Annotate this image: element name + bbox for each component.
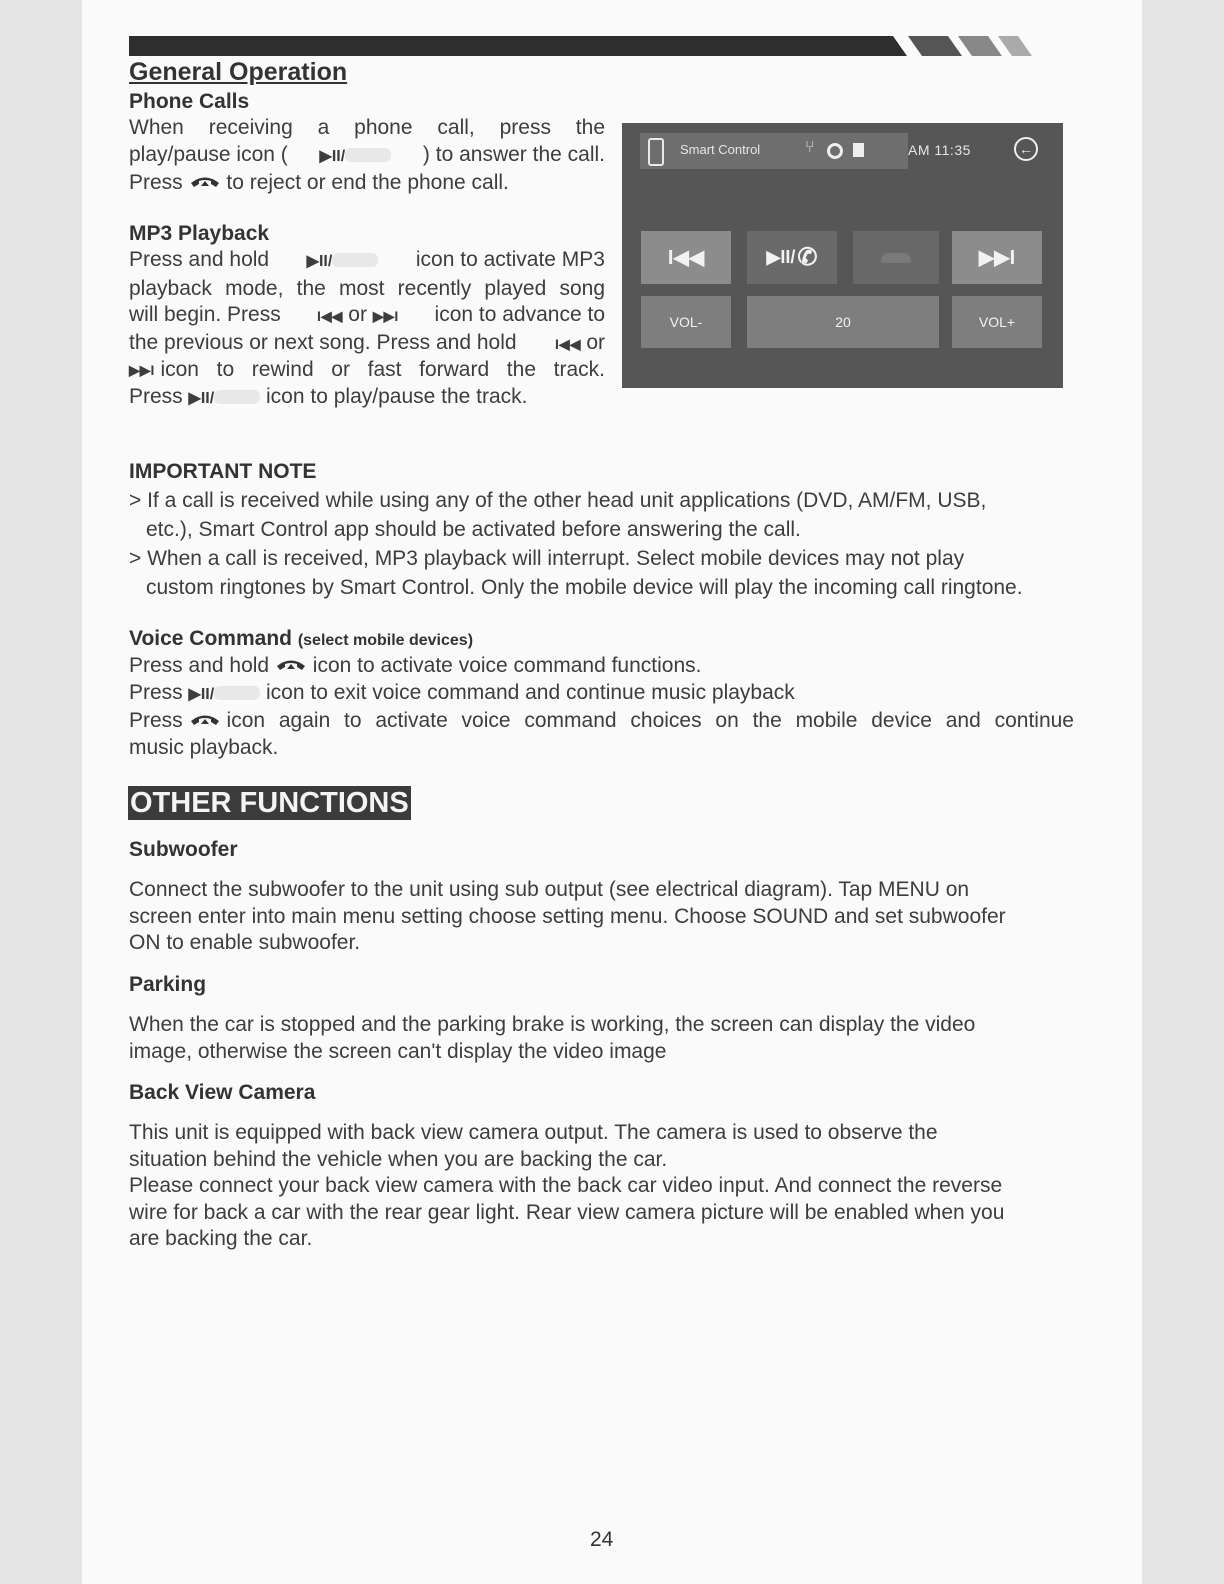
- next-track-button[interactable]: ▶▶I: [952, 231, 1042, 284]
- playpause-glyph: ▶II/: [188, 685, 215, 703]
- text-line: [129, 708, 1074, 735]
- subwoofer-heading: Subwoofer: [129, 838, 238, 861]
- text-line: When the car is stopped and the parking brake is working, the screen can display the video: [129, 1013, 976, 1036]
- playpause-icon: [307, 247, 379, 276]
- text-line: [129, 302, 605, 330]
- page-number: 24: [590, 1528, 614, 1551]
- important-heading: IMPORTANT NOTE: [129, 460, 317, 483]
- answer-phone-icon: [214, 390, 260, 404]
- important-notes: [129, 486, 1084, 602]
- text-line: are backing the car.: [129, 1227, 313, 1250]
- text-line: [129, 653, 1074, 680]
- text-line: Please connect your back view camera with the back car video input. And connect the reverse: [129, 1174, 1003, 1197]
- parking-text: [129, 1012, 1089, 1065]
- text-line: [129, 680, 1074, 709]
- next-track-icon: ▶▶I: [372, 308, 399, 324]
- note-line: > When a call is received, MP3 playback will interrupt. Select mobile devices may not play: [129, 547, 965, 570]
- text-fragment: [555, 330, 605, 358]
- answer-phone-icon: [214, 686, 260, 700]
- sd-card-icon: [853, 143, 864, 157]
- text-line: image, otherwise the screen can't display the video image: [129, 1039, 667, 1063]
- hangup-phone-icon: [189, 174, 221, 190]
- text-fragment: icon to activate voice command functions.: [312, 654, 702, 677]
- text-line: screen enter into main menu setting choose setting menu. Choose SOUND and set subwoofer: [129, 904, 1006, 928]
- text-fragment: [317, 302, 398, 330]
- playpause-glyph: ▶II/: [319, 147, 346, 165]
- text-line: Connect the subwoofer to the unit using sub output (see electrical diagram). Tap MENU on: [129, 878, 970, 901]
- hangup-icon: [881, 253, 911, 263]
- camera-text: [129, 1120, 1089, 1253]
- answer-phone-icon: [332, 253, 378, 267]
- subwoofer-text: [129, 877, 1089, 957]
- hangup-button[interactable]: [853, 231, 939, 284]
- mp3-text: [129, 247, 605, 412]
- section-title: General Operation: [129, 58, 348, 86]
- text-line: wire for back a car with the rear gear light. Rear view camera picture will be enabled when you: [129, 1200, 1005, 1224]
- text-fragment: Press: [129, 384, 183, 408]
- playpause-icon: [320, 142, 392, 171]
- device-screen: [622, 123, 1063, 388]
- usb-icon: ⑂: [805, 139, 815, 156]
- text-fragment: Press and hold: [129, 248, 270, 271]
- text-line: [129, 142, 605, 171]
- next-track-icon: ▶▶I: [129, 362, 155, 378]
- playpause-icon: [189, 385, 261, 408]
- text-fragment: icon to advance to: [434, 303, 605, 326]
- text-line: [129, 247, 605, 276]
- phone-icon: [648, 138, 664, 166]
- screen-title: Smart Control: [680, 142, 761, 157]
- voice-title: Voice Command: [129, 627, 292, 650]
- playpause-glyph: ▶II/: [188, 389, 215, 407]
- text-line: [129, 330, 605, 358]
- text-fragment: icon to rewind or fast forward the track.: [160, 358, 605, 381]
- play-pause-call-button[interactable]: [747, 231, 837, 284]
- text-fragment: or: [586, 330, 605, 354]
- text-line: [129, 170, 605, 197]
- text-fragment: Press: [129, 171, 183, 194]
- text-fragment: icon again to activate voice command choices on the mobile device and continue: [226, 709, 1074, 732]
- prev-track-icon: I◀◀: [555, 335, 581, 352]
- screen-clock: AM 11:35: [908, 142, 971, 158]
- phone-answer-icon: ✆: [797, 244, 818, 271]
- mp3-heading: MP3 Playback: [129, 222, 270, 245]
- text-fragment: ) to answer the call.: [422, 142, 605, 166]
- prev-track-button[interactable]: I◀◀: [641, 231, 731, 284]
- text-line: situation behind the vehicle when you are backing the car.: [129, 1147, 668, 1171]
- answer-phone-icon: [345, 148, 391, 162]
- note-line: > If a call is received while using any of the other head unit applications (DVD, AM/FM, USB,: [129, 489, 987, 512]
- voice-subtitle: (select mobile devices): [297, 632, 474, 649]
- voice-heading: [129, 627, 473, 651]
- text-fragment: icon to play/pause the track.: [266, 384, 528, 408]
- note-line: etc.), Smart Control app should be activated before answering the call.: [146, 518, 801, 541]
- text-fragment: the previous or next song. Press and hold: [129, 330, 517, 354]
- text-line: [129, 384, 605, 413]
- text-fragment: to reject or end the phone call.: [226, 171, 509, 194]
- text-fragment: icon to activate MP3: [415, 248, 605, 271]
- text-line: When receiving a phone call, press the: [129, 116, 605, 139]
- text-fragment: Press: [129, 680, 183, 704]
- parking-heading: Parking: [129, 973, 207, 996]
- text-line: ON to enable subwoofer.: [129, 931, 361, 954]
- back-icon[interactable]: ←: [1014, 137, 1038, 161]
- playpause-icon: [189, 681, 261, 704]
- prev-track-icon: I◀◀: [317, 308, 343, 324]
- text-line: [129, 357, 605, 384]
- volume-down-button[interactable]: VOL-: [641, 296, 731, 348]
- phone-calls-heading: Phone Calls: [129, 90, 250, 113]
- text-fragment: will begin. Press: [129, 303, 281, 326]
- text-line: playback mode, the most recently played song: [129, 276, 605, 300]
- text-fragment: play/pause icon (: [129, 142, 288, 166]
- note-line: custom ringtones by Smart Control. Only the mobile device will play the incoming call ringtone.: [146, 576, 1023, 599]
- text-line: music playback.: [129, 735, 279, 759]
- text-fragment: icon to exit voice command and continue music playback: [266, 680, 795, 704]
- other-functions-banner: OTHER FUNCTIONS: [130, 787, 409, 819]
- header-bar: [129, 36, 849, 56]
- voice-text: [129, 653, 1074, 761]
- disc-icon: [827, 143, 843, 159]
- camera-heading: Back View Camera: [129, 1081, 316, 1104]
- text-fragment: Press: [129, 709, 183, 732]
- text-fragment: or: [348, 303, 367, 326]
- volume-up-button[interactable]: VOL+: [952, 296, 1042, 348]
- text-fragment: [129, 708, 221, 735]
- volume-level: 20: [747, 296, 939, 348]
- playpause-glyph: ▶II/: [306, 253, 333, 270]
- text-line: This unit is equipped with back view camera output. The camera is used to observe the: [129, 1121, 938, 1144]
- playpause-glyph: ▶II/: [766, 247, 796, 267]
- hangup-phone-icon: [275, 657, 307, 673]
- hangup-phone-icon: [189, 712, 221, 728]
- text-fragment: Press and hold: [129, 654, 270, 677]
- phone-calls-text: [129, 115, 605, 197]
